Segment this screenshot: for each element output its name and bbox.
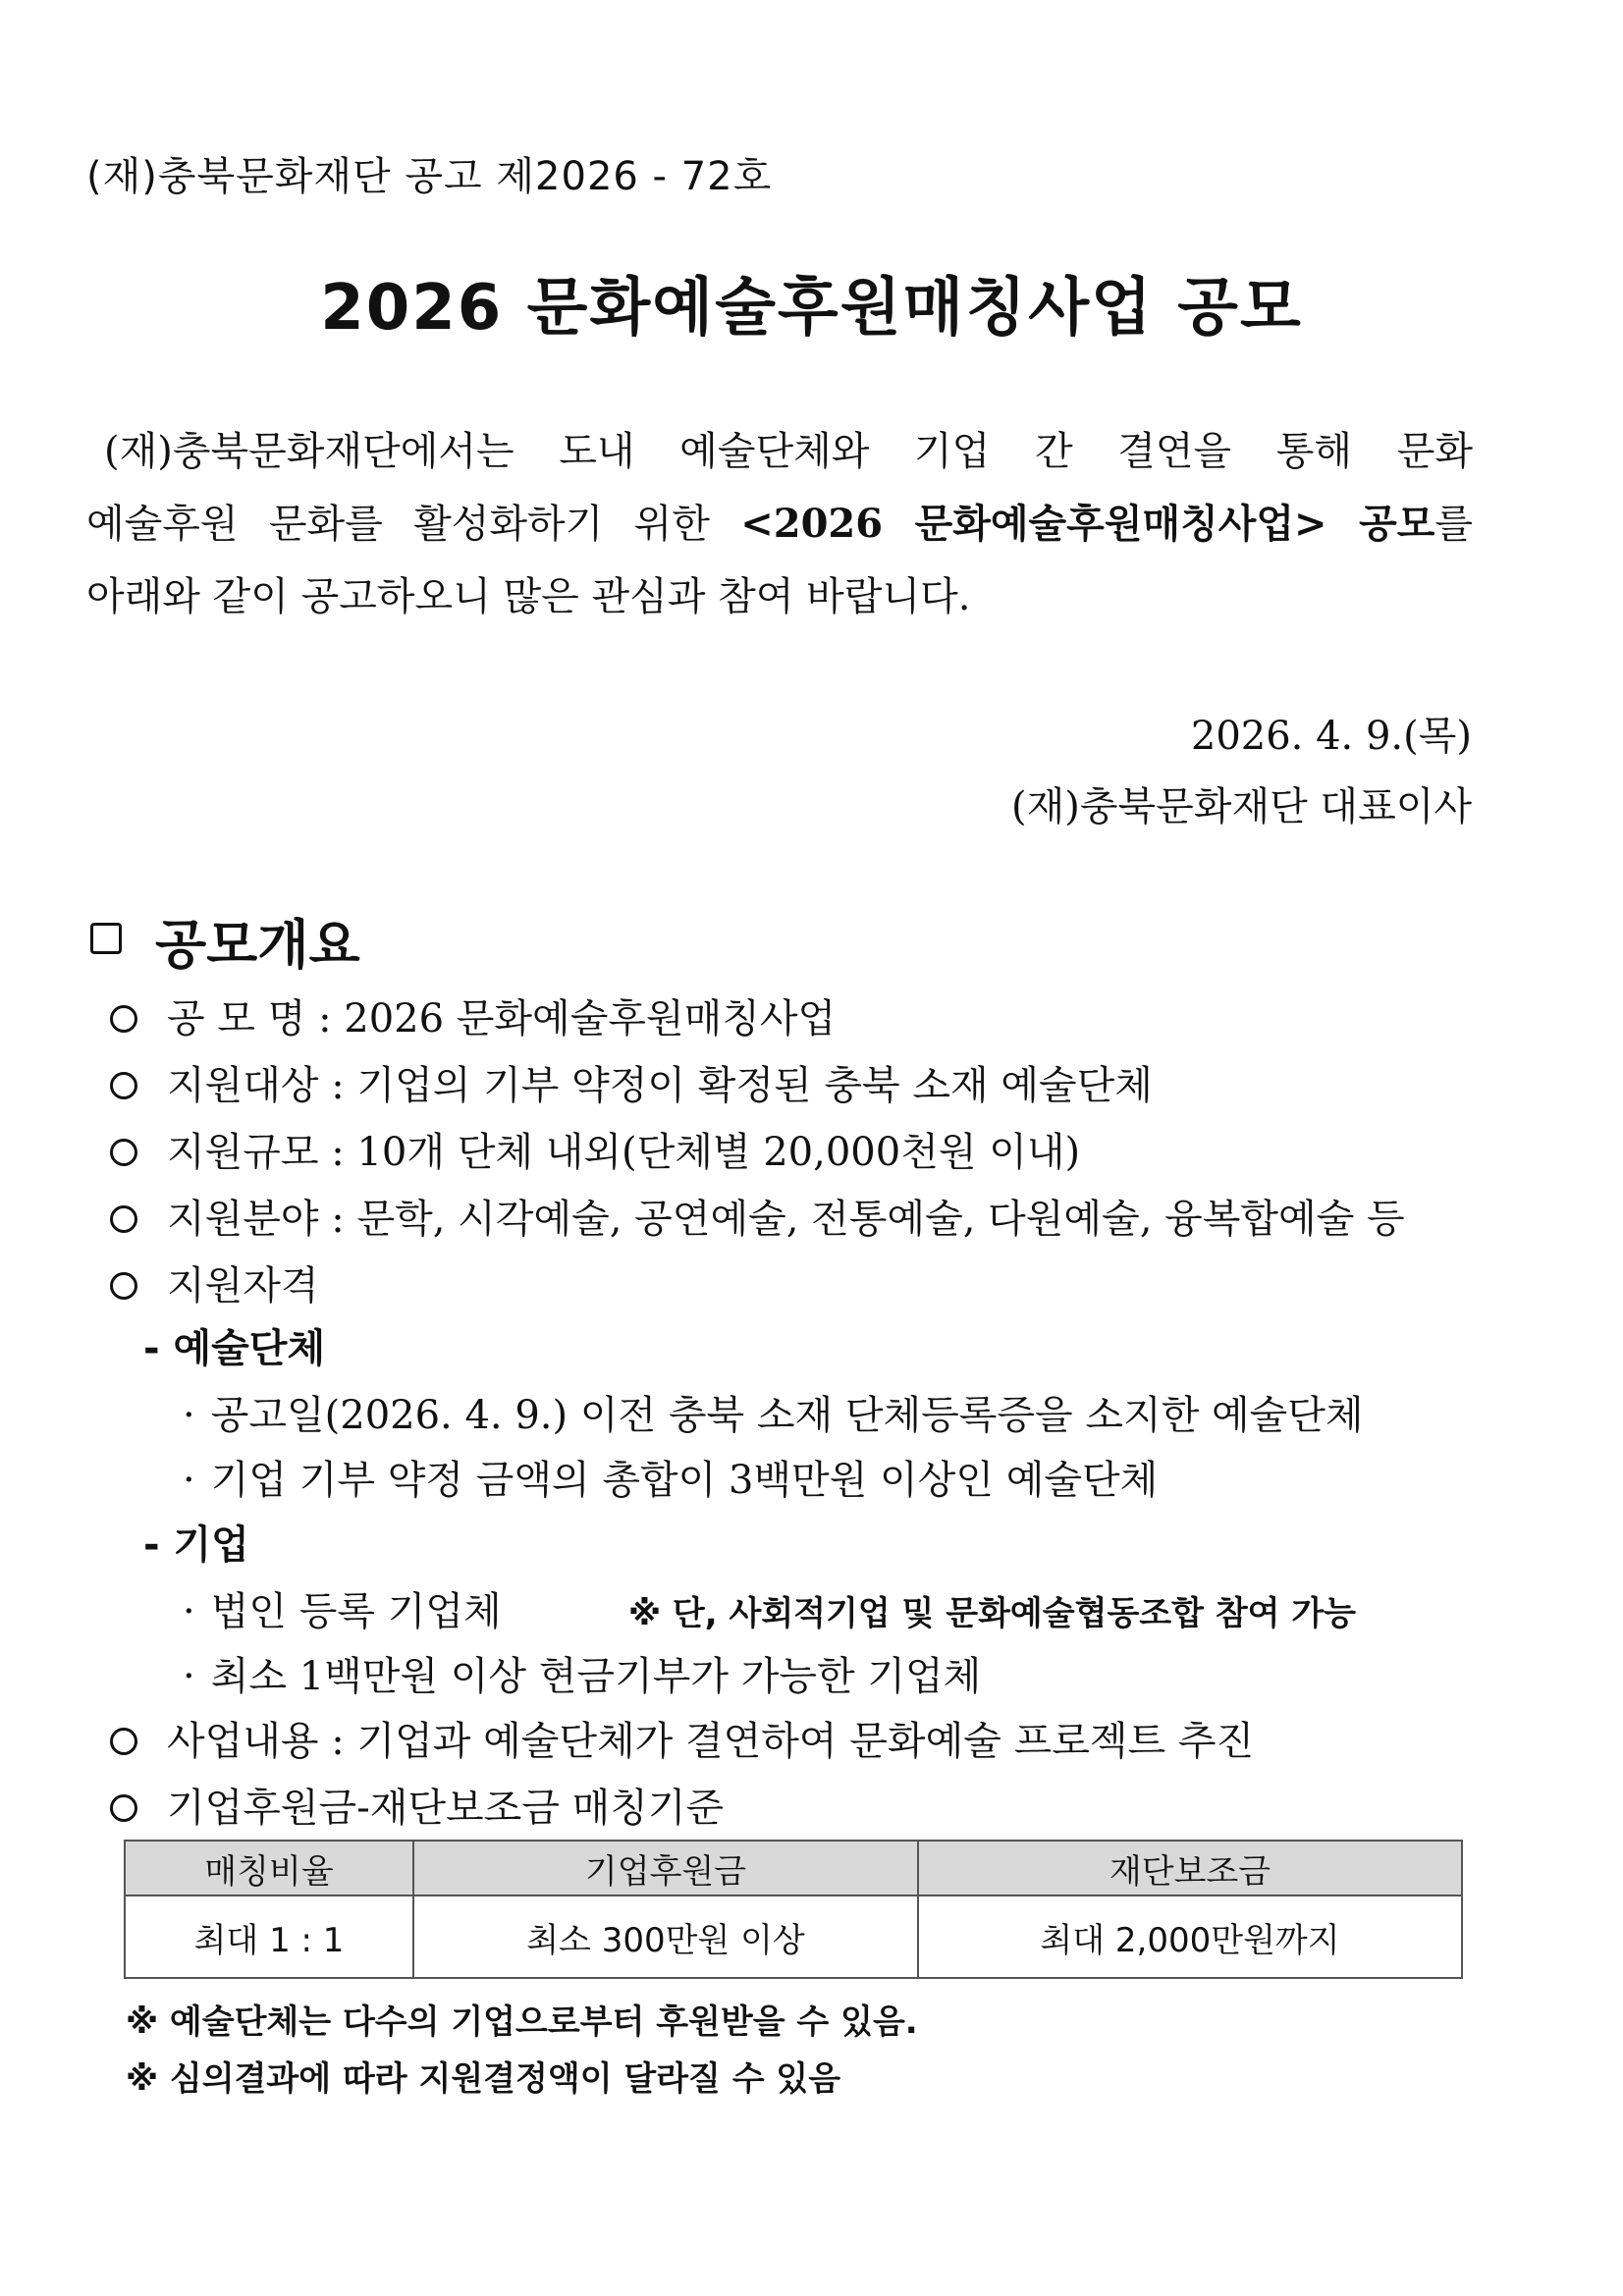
footnote-2: ※ 심의결과에 따라 지원결정액이 달라질 수 있음: [126, 2059, 841, 2099]
company-heading: - 기업: [143, 1522, 249, 1568]
arts-group-item-1-text: 공고일(2026. 4. 9.) 이전 충북 소재 단체등록증을 소지한 예술단체: [210, 1393, 1364, 1438]
table-cell-foundation-subsidy: 최대 2,000만원까지: [918, 1896, 1462, 1978]
company-item-2: [183, 1645, 981, 1701]
table-header-company-fund: 기업후원금: [413, 1841, 918, 1896]
overview-field-text: 지원분야 : 문학, 시각예술, 공연예술, 전통예술, 다원예술, 융복합예술 등: [167, 1197, 1405, 1242]
dot-bullet: ·: [183, 1589, 195, 1634]
circle-bullet-icon: [110, 1205, 137, 1233]
intro-line-2-end: 를: [1434, 502, 1473, 547]
overview-qualification-text: 지원자격: [167, 1263, 319, 1308]
circle-bullet-icon: [110, 1072, 137, 1099]
company-item-1-note: ※ 단, 사회적기업 및 문화예술협동조합 참여 가능: [628, 1594, 1357, 1633]
overview-item-content: [110, 1710, 1254, 1766]
overview-item-scale: [110, 1121, 1080, 1177]
notice-number: (재)충북문화재단 공고 제2026 - 72호: [86, 154, 773, 199]
footnote-1: ※ 예술단체는 다수의 기업으로부터 후원받을 수 있음.: [126, 2002, 918, 2042]
dot-bullet: ·: [183, 1458, 195, 1503]
overview-item-target: [110, 1054, 1153, 1110]
company-item-1: [183, 1580, 502, 1636]
section-title: 공모개요: [155, 914, 360, 976]
overview-target-text: 지원대상 : 기업의 기부 약정이 확정된 충북 소재 예술단체: [167, 1063, 1153, 1108]
company-item-1-text: 법인 등록 기업체: [210, 1589, 502, 1634]
intro-line-3: 아래와 같이 공고하오니 많은 관심과 참여 바랍니다.: [86, 574, 971, 619]
arts-group-item-1: [183, 1384, 1364, 1440]
dot-bullet: ·: [183, 1393, 195, 1438]
overview-item-name: [110, 988, 836, 1043]
section-square-icon: [90, 923, 122, 954]
arts-group-item-2-text: 기업 기부 약정 금액의 총합이 3백만원 이상인 예술단체: [210, 1458, 1159, 1503]
circle-bullet-icon: [110, 1005, 137, 1033]
table-header-row: [125, 1841, 1462, 1896]
table-header-foundation-subsidy: 재단보조금: [918, 1841, 1462, 1896]
intro-line-1: (재)충북문화재단에서는 도내 예술단체와 기업 간 결연을 통해 문화: [104, 429, 1473, 474]
overview-scale-text: 지원규모 : 10개 단체 내외(단체별 20,000천원 이내): [167, 1130, 1081, 1175]
circle-bullet-icon: [110, 1794, 137, 1822]
circle-bullet-icon: [110, 1139, 137, 1166]
notice-issuer: (재)충북문화재단 대표이사: [1011, 784, 1472, 829]
intro-line-2-text: 예술후원 문화를 활성화하기 위한: [86, 502, 741, 547]
table-cell-company-fund: 최소 300만원 이상: [413, 1896, 918, 1978]
overview-name-text: 공 모 명 : 2026 문화예술후원매칭사업: [167, 996, 837, 1041]
intro-line-2: [86, 493, 1473, 549]
intro-project-name: <2026 문화예술후원매칭사업> 공모: [740, 501, 1435, 547]
notice-date: 2026. 4. 9.(목): [1190, 714, 1472, 759]
arts-group-heading: - 예술단체: [143, 1326, 326, 1371]
dot-bullet: ·: [183, 1654, 195, 1699]
circle-bullet-icon: [110, 1272, 137, 1300]
matching-table: [124, 1840, 1463, 1979]
arts-group-item-2: [183, 1449, 1158, 1505]
overview-item-field: [110, 1188, 1405, 1244]
overview-content-text: 사업내용 : 기업과 예술단체가 결연하여 문화예술 프로젝트 추진: [167, 1719, 1255, 1764]
overview-matching-text: 기업후원금-재단보조금 매칭기준: [167, 1786, 725, 1831]
overview-item-qualification: [110, 1255, 319, 1310]
document-title: 2026 문화예술후원매칭사업 공모: [320, 272, 1303, 345]
table-cell-ratio: 최대 1 : 1: [125, 1896, 413, 1978]
table-header-ratio: 매칭비율: [125, 1841, 413, 1896]
table-row: [125, 1896, 1462, 1978]
circle-bullet-icon: [110, 1728, 137, 1755]
company-item-2-text: 최소 1백만원 이상 현금기부가 가능한 기업체: [210, 1654, 982, 1699]
overview-item-matching: [110, 1777, 724, 1833]
